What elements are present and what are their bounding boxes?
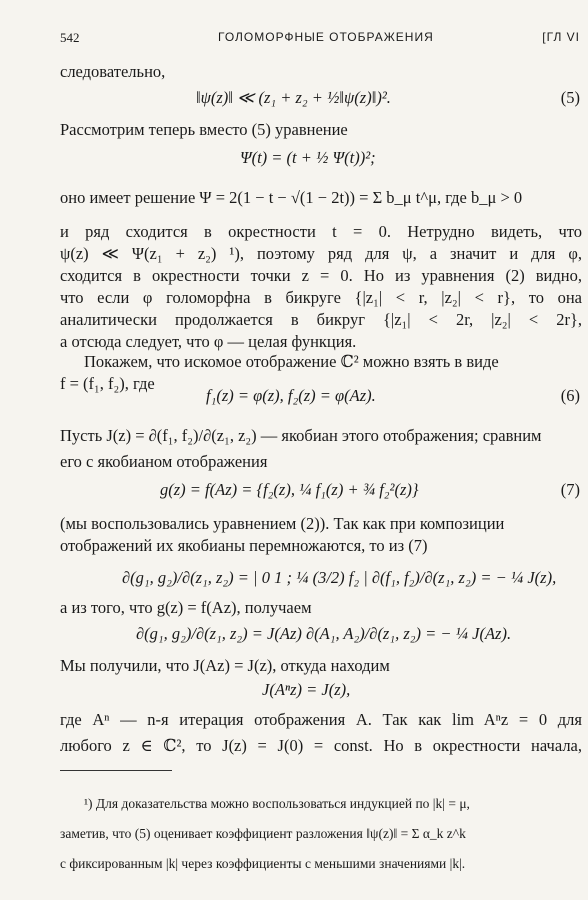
text-line: где Aⁿ — n-я итерация отображения A. Так как lim Aⁿz = 0 для [60,710,582,729]
equation: ‖ψ(z)‖ ≪ (z₁ + z₂ + ½‖ψ(z)‖)². [196,88,391,107]
text-line: отображений их якобианы перемножаются, то из (7) [60,536,428,555]
equation-number: (5) [560,88,580,107]
text-line: оно имеет решение Ψ = 2(1 − t − √(1 − 2t)) = Σ b_μ t^μ, где b_μ > 0 [60,188,523,207]
text-line: ψ(z) ≪ Ψ(z₁ + z₂) ¹), поэтому ряд для ψ, а значит и для φ, [60,244,582,263]
text-line: и ряд сходится в окрестности t = 0. Нетрудно видеть, что [60,222,582,241]
footnote-line: заметив, что (5) оценивает коэффициент разложения ‖ψ(z)‖ = Σ α_k z^k [60,826,466,841]
footnote-rule [60,770,172,771]
text-line: а из того, что g(z) = f(Az), получаем [60,598,312,617]
text-line: Покажем, что искомое отображение ℂ² можно взять в виде [84,352,499,371]
text-line: Рассмотрим теперь вместо (5) уравнение [60,120,348,139]
text-line: его с якобианом отображения [60,452,268,471]
footnote-line: с фиксированным |k| через коэффициенты с меньшими значениями |k|. [60,856,466,871]
equation: ∂(g₁, g₂)/∂(z₁, z₂) = | 0 1 ; ¼ (3/2) f₂ | ∂(f₁, f₂)/∂(z₁, z₂) = − ¼ J(z), [122,568,557,587]
text-line: f = (f₁, f₂), где [60,374,155,393]
page-number: 542 [60,30,80,45]
equation: Ψ(t) = (t + ½ Ψ(t))²; [240,148,376,167]
equation: J(Aⁿz) = J(z), [262,680,351,699]
equation-number: (6) [560,386,580,405]
equation: g(z) = f(Az) = {f₂(z), ¼ f₁(z) + ¾ f₂²(z)} [160,480,419,499]
equation: f₁(z) = φ(z), f₂(z) = φ(Az). [206,386,376,405]
text-line: а отсюда следует, что φ — целая функция. [60,332,357,351]
text-line: сходится в окрестности точки z = 0. Но из уравнения (2) видно, [60,266,582,285]
text-line: любого z ∈ ℂ², то J(z) = J(0) = const. Но в окрестности начала, [60,736,582,755]
text-line: (мы воспользовались уравнением (2)). Так как при композиции [60,514,505,533]
text-line: что если φ голоморфна в бикруге {|z₁| < r, |z₂| < r}, то она [60,288,582,307]
chapter-mark: [ГЛ VI [542,30,580,44]
text-line: Пусть J(z) = ∂(f₁, f₂)/∂(z₁, z₂) — якобиан этого отображения; сравним [60,426,542,445]
text-line: следовательно, [60,62,166,81]
text-line: аналитически продолжается в бикруг {|z₁| < 2r, |z₂| < 2r}, [60,310,582,329]
equation: ∂(g₁, g₂)/∂(z₁, z₂) = J(Az) ∂(A₁, A₂)/∂(z₁, z₂) = − ¼ J(Az). [136,624,512,643]
footnote-line: ¹) Для доказательства можно воспользоваться индукцией по |k| = μ, [84,796,470,811]
text-line: Мы получили, что J(Az) = J(z), откуда находим [60,656,390,675]
equation-number: (7) [560,480,580,499]
running-title: ГОЛОМОРФНЫЕ ОТОБРАЖЕНИЯ [218,30,434,44]
